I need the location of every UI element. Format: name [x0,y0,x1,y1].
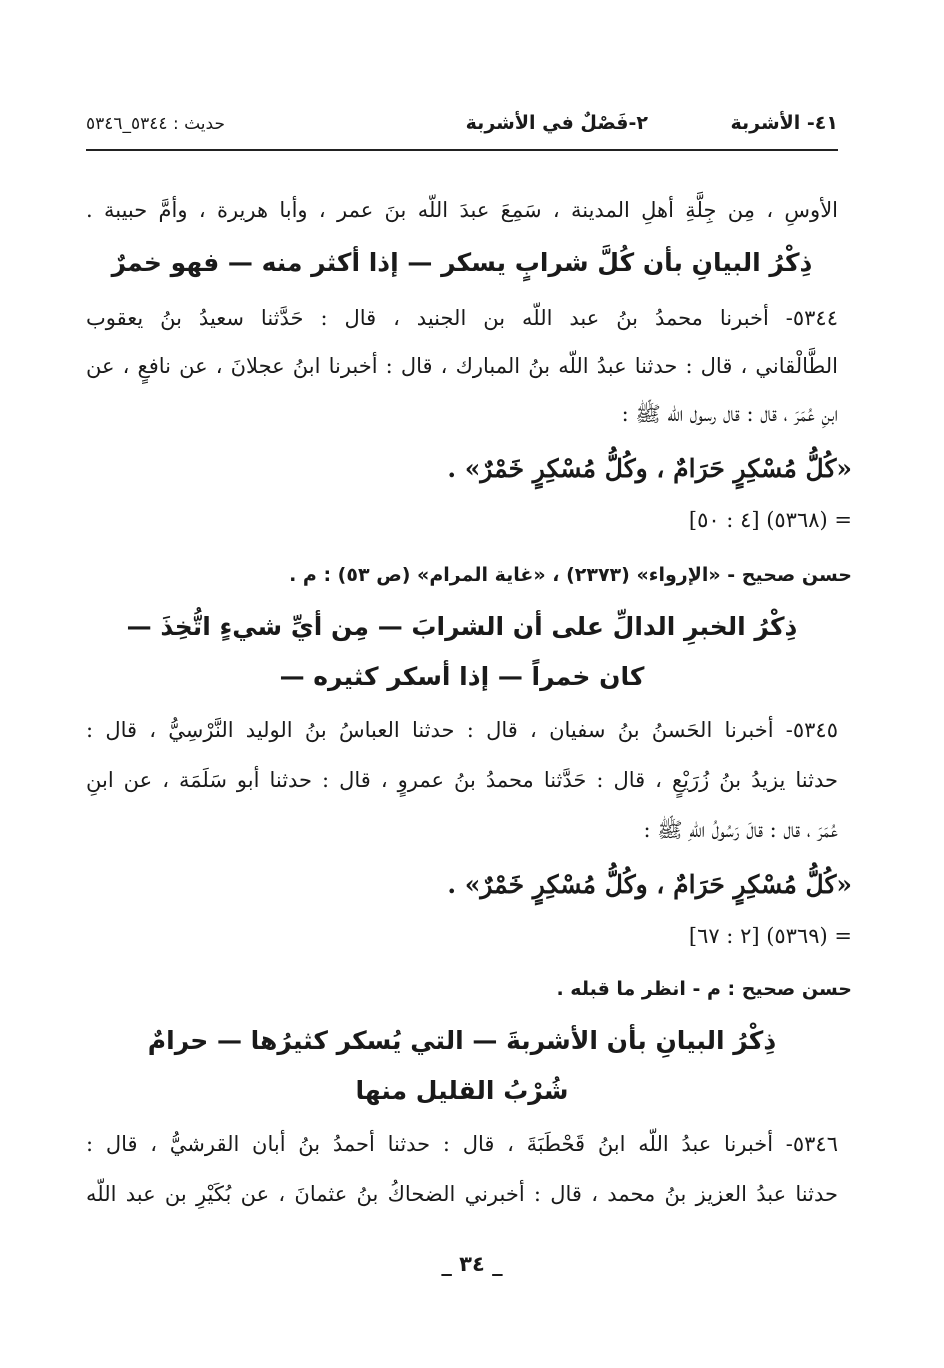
text-line: ٥٣٤٦- أخبرنا عبدُ اللّه ابنُ قَحْطَبَةَ ، قال : حدثنا أحمدُ بنُ أبان القرشيُّ ، قال : [86,1132,838,1156]
text-line: ٥٣٤٤- أخبرنا محمدُ بنُ عبد اللّه بن الجنيد ، قال : حَدَّثنا سعيدُ بنُ يعقوب [86,306,838,330]
text-line: حدثنا يزيدُ بنُ زُرَيْعٍ ، قال : حَدَّثنا محمدُ بنُ عمروٍ ، قال : حدثنا أبو سَلَمَة ، عن ابنِ [86,768,838,792]
cross-reference: = (٥٣٦٩) [٢ : ٦٧] [688,924,852,948]
text-line: الطَّالْقاني ، قال : حدثنا عبدُ اللّه بنُ المبارك ، قال : أخبرنا ابنُ عجلانَ ، عن نافعٍ ، عن [86,354,838,378]
text-line: ابنِ عُمَرَ ، قال : قال رسول اللّه ﷺ : [621,402,838,426]
chapter-heading: شُرْبُ القليل منها [355,1076,569,1105]
chapter-heading: ذِكْرُ البيانِ بأن كُلَّ شرابٍ يسكر — إذا أكثر منه — فهو خمرٌ [111,248,813,277]
hadith-grade: حسن صحيح : م - انظر ما قبله . [556,978,852,1000]
chapter-title: ٤١- الأشربة [730,112,838,134]
chapter-heading: ذِكْرُ البيانِ بأن الأشربةَ — التي يُسكر كثيرُها — حرامٌ [147,1026,777,1055]
text-line: ٥٣٤٥- أخبرنا الحَسنُ بنُ سفيان ، قال : حدثنا العباسُ بنُ الوليد النَّرْسِيُّ ، قال : [86,718,838,742]
cross-reference: = (٥٣٦٨) [٤ : ٥٠] [688,508,852,532]
hadith-text: «كُلُّ مُسْكِرٍ حَرَامٌ ، وكُلُّ مُسْكِرٍ خَمْرٌ» . [447,870,852,899]
text-line: حدثنا عبدُ العزيز بنُ محمد ، قال : أخبرني الضحاكُ بنُ عثمانَ ، عن بُكَيْرِ بن عبد اللّه [86,1182,838,1206]
text-line: الأوسِ ، مِن جِلَّةِ أهلِ المدينة ، سَمِعَ عبدَ اللّه بنَ عمر ، وأبا هريرة ، وأمَّ حبيبة . [86,198,838,222]
hadith-range: حديث : ٥٣٤٤_٥٣٤٦ [86,114,225,134]
chapter-heading: ذِكْرُ الخبرِ الدالِّ على أن الشرابَ — مِن أيِّ شيءٍ اتُّخِذَ — [126,612,798,641]
chapter-heading: كان خمراً — إذا أسكر كثيره — [279,662,645,691]
hadith-text: «كُلُّ مُسْكِرٍ حَرَامٌ ، وكُلُّ مُسْكِرٍ خَمْرٌ» . [447,454,852,483]
header-rule [86,149,838,151]
page-number: _ ٣٤ _ [441,1252,503,1276]
running-header [86,110,838,142]
text-line: عُمَرَ ، قال : قالَ رَسُولُ اللّهِ ﷺ : [643,818,838,842]
hadith-grade: حسن صحيح - «الإرواء» (٢٣٧٣) ، «غاية المرام» (ص ٥٣) : م . [289,564,852,586]
section-title: ٢-فَصْلٌ في الأشربة [465,112,648,134]
